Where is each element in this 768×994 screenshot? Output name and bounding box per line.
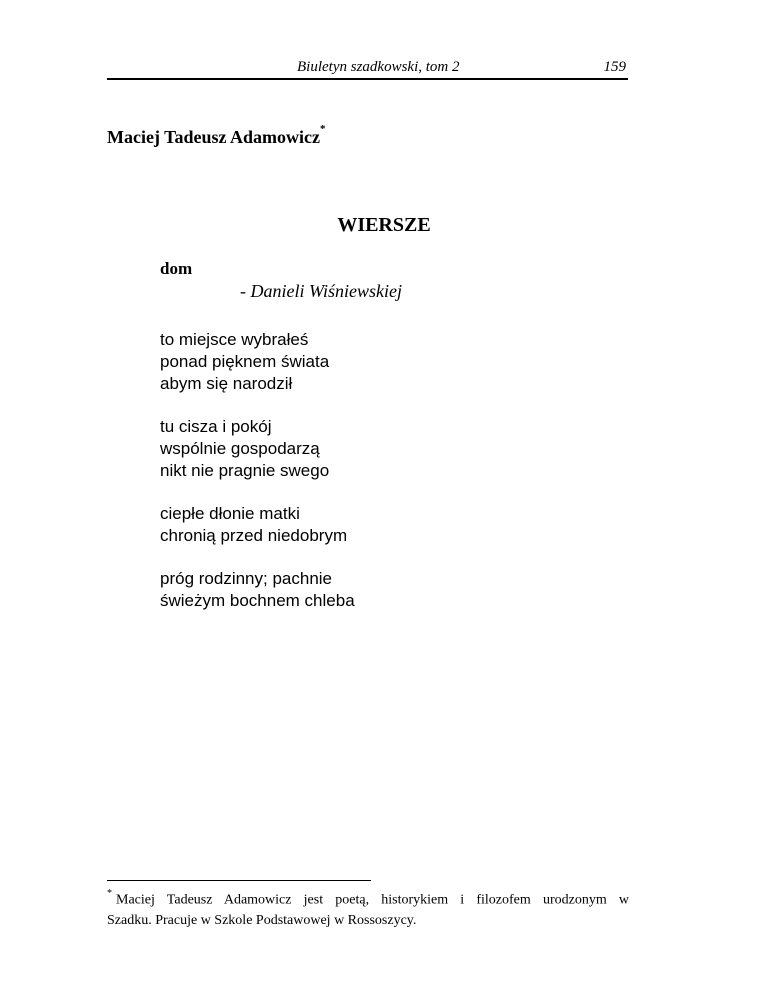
page-number: 159 <box>603 59 626 75</box>
footnote <box>107 886 629 931</box>
poem-title: dom <box>160 259 193 278</box>
footnote-mark: * <box>107 888 112 899</box>
footnote-line-2: Szadku. Pracuje w Szkole Podstawowej w Rossoszycy. <box>107 912 417 928</box>
author-name <box>107 123 326 148</box>
poem-line: to miejsce wybrałeś <box>160 330 309 349</box>
stanza-3 <box>160 503 402 547</box>
poem-line: ciepłe dłonie matki <box>160 504 300 523</box>
poem-line: tu cisza i pokój <box>160 417 272 436</box>
section-title <box>0 214 768 237</box>
poem-dedication: - Danieli Wiśniewskiej <box>240 281 402 301</box>
section-title-text: WIERSZE <box>337 214 431 236</box>
author-footnote-mark: * <box>320 123 326 135</box>
poem <box>160 259 402 633</box>
running-header <box>107 58 628 80</box>
poem-line: świeżym bochnem chleba <box>160 591 355 610</box>
poem-line: ponad pięknem świata <box>160 352 330 371</box>
journal-title: Biuletyn szadkowski, tom 2 <box>297 59 460 75</box>
stanza-2 <box>160 416 402 482</box>
footnote-divider <box>107 880 371 881</box>
poem-body <box>160 329 402 612</box>
stanza-4 <box>160 568 402 612</box>
poem-line: próg rodzinny; pachnie <box>160 569 333 588</box>
footnote-line-1 <box>107 886 629 911</box>
poem-line: abym się narodził <box>160 374 293 393</box>
poem-line: wspólnie gospodarzą <box>160 439 320 458</box>
poem-line: nikt nie pragnie swego <box>160 461 330 480</box>
footnote-text-1: Maciej Tadeusz Adamowicz jest poetą, historykiem i filozofem urodzonym w <box>116 892 629 908</box>
poem-line: chronią przed niedobrym <box>160 526 348 545</box>
author-name-text: Maciej Tadeusz Adamowicz <box>107 127 320 147</box>
stanza-1 <box>160 329 402 395</box>
